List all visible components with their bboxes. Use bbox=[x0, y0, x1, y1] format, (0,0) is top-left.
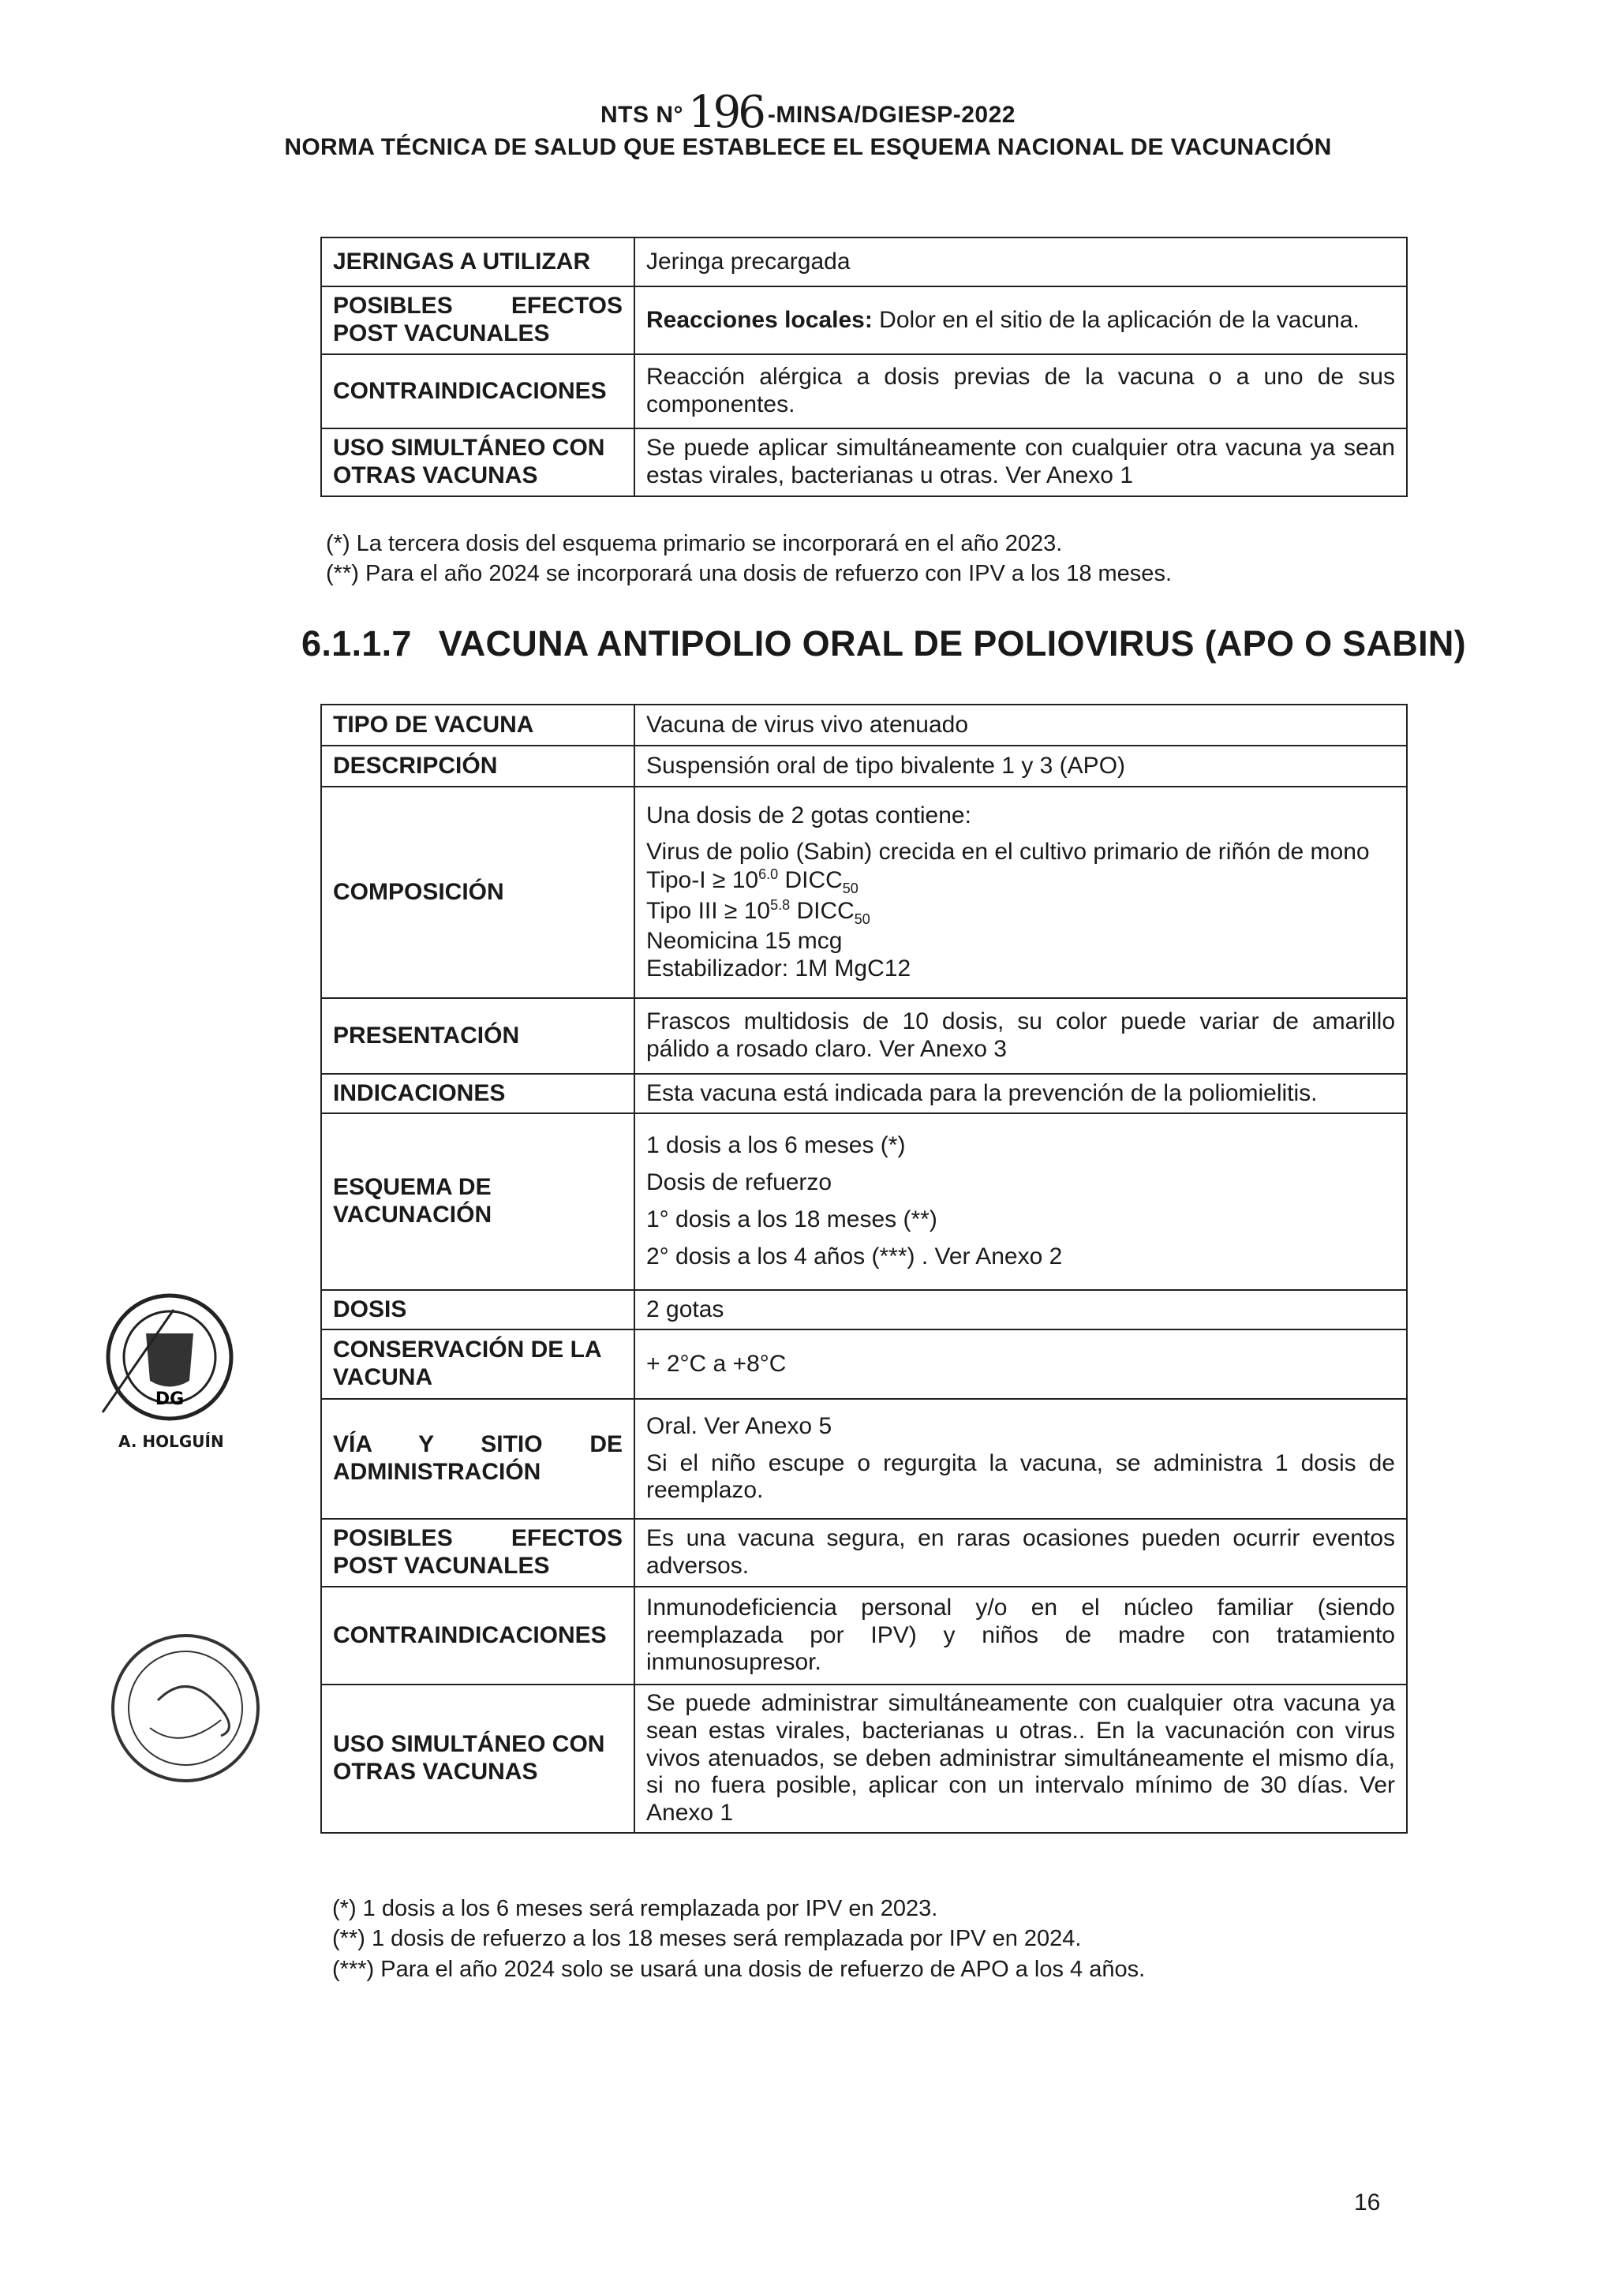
composition-intro: Una dosis de 2 gotas contiene: bbox=[646, 802, 971, 828]
row-value: Es una vacuna segura, en raras ocasiones pueden ocurrir eventos adversos. bbox=[634, 1519, 1407, 1587]
stamp-caption: A. HOLGUÍN bbox=[118, 1432, 224, 1451]
row-value: Vacuna de virus vivo atenuado bbox=[634, 705, 1407, 746]
table-row bbox=[321, 1113, 1407, 1290]
composition-line: Virus de polio (Sabin) crecida en el cultivo primario de riñón de mono bbox=[646, 839, 1370, 866]
section-title: VACUNA ANTIPOLIO ORAL DE POLIOVIRUS (APO O SABIN) bbox=[438, 623, 1466, 664]
via-line: Si el niño escupe o regurgita la vacuna, se administra 1 dosis de reemplazo. bbox=[646, 1449, 1395, 1504]
composition-estabilizador: Estabilizador: 1M MgC12 bbox=[646, 955, 911, 982]
row-label: CONTRAINDICACIONES bbox=[321, 354, 634, 428]
table-row bbox=[321, 237, 1407, 286]
row-value bbox=[634, 787, 1407, 998]
row-value: Reacción alérgica a dosis previas de la vacuna o a uno de sus componentes. bbox=[634, 354, 1407, 428]
schedule-item: 1° dosis a los 18 meses (**) bbox=[646, 1206, 937, 1232]
code-suffix: -MINSA/DGIESP-2022 bbox=[767, 102, 1016, 128]
footnote: (*) La tercera dosis del esquema primario se incorporará en el año 2023. bbox=[326, 531, 1063, 556]
row-label: VÍA Y SITIO DE ADMINISTRACIÓN bbox=[321, 1399, 634, 1519]
row-label: PRESENTACIÓN bbox=[321, 998, 634, 1074]
document-title: NORMA TÉCNICA DE SALUD QUE ESTABLECE EL ESQUEMA NACIONAL DE VACUNACIÓN bbox=[284, 134, 1332, 160]
row-label: DESCRIPCIÓN bbox=[321, 746, 634, 787]
table-row bbox=[321, 1290, 1407, 1329]
document-code bbox=[0, 87, 1616, 138]
schedule-item: 2° dosis a los 4 años (***) . Ver Anexo 2 bbox=[646, 1243, 1063, 1270]
table-row bbox=[321, 787, 1407, 998]
table-row bbox=[321, 1329, 1407, 1399]
row-label: JERINGAS A UTILIZAR bbox=[321, 237, 634, 286]
row-label: COMPOSICIÓN bbox=[321, 787, 634, 998]
row-label: USO SIMULTÁNEO CON OTRAS VACUNAS bbox=[321, 428, 634, 496]
row-value: + 2°C a +8°C bbox=[634, 1329, 1407, 1399]
composition-tipo-1: Tipo-I ≥ $10^{6.0}$ $DICC_{50}$ bbox=[646, 866, 858, 897]
row-value: Suspensión oral de tipo bivalente 1 y 3 (APO) bbox=[634, 746, 1407, 787]
row-label: ESQUEMA DE VACUNACIÓN bbox=[321, 1113, 634, 1290]
apo-vaccine-table bbox=[320, 704, 1408, 1834]
composition-tipo-3: Tipo III ≥ $10^{5.8}$ $DICC_{50}$ bbox=[646, 897, 870, 927]
code-prefix: NTS N° bbox=[600, 102, 683, 128]
table-row bbox=[321, 705, 1407, 746]
table-row bbox=[321, 428, 1407, 496]
handwritten-number: 196 bbox=[688, 87, 763, 138]
row-label: CONSERVACIÓN DE LA VACUNA bbox=[321, 1329, 634, 1399]
footnotes-1 bbox=[326, 529, 1172, 589]
row-label: TIPO DE VACUNA bbox=[321, 705, 634, 746]
value-text: Dolor en el sitio de la aplicación de la vacuna. bbox=[872, 306, 1360, 333]
table-row bbox=[321, 286, 1407, 354]
footnotes-2 bbox=[332, 1894, 1145, 1984]
table-row bbox=[321, 1587, 1407, 1685]
row-label: USO SIMULTÁNEO CON OTRAS VACUNAS bbox=[321, 1685, 634, 1833]
footnote: (**) Para el año 2024 se incorporará una dosis de refuerzo con IPV a los 18 meses. bbox=[326, 561, 1172, 587]
row-value: 2 gotas bbox=[634, 1290, 1407, 1329]
via-line: Oral. Ver Anexo 5 bbox=[646, 1412, 832, 1439]
row-value: Esta vacuna está indicada para la prevención de la poliomielitis. bbox=[634, 1074, 1407, 1113]
row-label: POSIBLES EFECTOS POST VACUNALES bbox=[321, 1519, 634, 1587]
table-row bbox=[321, 1685, 1407, 1833]
svg-text:DG: DG bbox=[155, 1389, 185, 1409]
row-value bbox=[634, 1113, 1407, 1290]
section-number: 6.1.1.7 bbox=[301, 623, 412, 664]
table-row bbox=[321, 998, 1407, 1074]
ministry-seal-icon bbox=[79, 1278, 260, 1448]
footnote: (**) 1 dosis de refuerzo a los 18 meses será remplazada por IPV en 2024. bbox=[332, 1926, 1082, 1952]
row-value: Inmunodeficiencia personal y/o en el núcleo familiar (siendo reemplazada por IPV) y niños de madre con tratamiento inmunosupresor. bbox=[634, 1587, 1407, 1685]
row-value: Se puede administrar simultáneamente con cualquier otra vacuna ya sean estas virales, bacterianas u otras.. En la vacunación con virus vivos atenuados, se deben administrar simultáneamente el mismo día, si no fuera posible, aplicar con un intervalo mínimo de 30 días. Ver Anexo 1 bbox=[634, 1685, 1407, 1833]
table-row bbox=[321, 1074, 1407, 1113]
row-value bbox=[634, 286, 1407, 354]
previous-vaccine-table bbox=[320, 237, 1408, 497]
composition-neomicina: Neomicina 15 mcg bbox=[646, 927, 843, 954]
footnote: (***) Para el año 2024 solo se usará una dosis de refuerzo de APO a los 4 años. bbox=[332, 1956, 1146, 1982]
row-label: INDICACIONES bbox=[321, 1074, 634, 1113]
row-label: POSIBLES EFECTOS POST VACUNALES bbox=[321, 286, 634, 354]
row-label: CONTRAINDICACIONES bbox=[321, 1587, 634, 1685]
row-value bbox=[634, 1399, 1407, 1519]
table-row bbox=[321, 746, 1407, 787]
row-label: DOSIS bbox=[321, 1290, 634, 1329]
table-row bbox=[321, 354, 1407, 428]
table-row bbox=[321, 1519, 1407, 1587]
signature-seal-icon bbox=[103, 1625, 268, 1795]
table-row bbox=[321, 1399, 1407, 1519]
bold-prefix: Reacciones locales: bbox=[646, 306, 873, 333]
section-heading bbox=[301, 623, 1466, 664]
row-value: Jeringa precargada bbox=[634, 237, 1407, 286]
schedule-item: Dosis de refuerzo bbox=[646, 1169, 832, 1196]
footnote: (*) 1 dosis a los 6 meses será remplazada por IPV en 2023. bbox=[332, 1896, 938, 1921]
row-value: Frascos multidosis de 10 dosis, su color puede variar de amarillo pálido a rosado claro. Ver Anexo 3 bbox=[634, 998, 1407, 1074]
schedule-item: 1 dosis a los 6 meses (*) bbox=[646, 1132, 906, 1159]
page-number: 16 bbox=[1354, 2189, 1381, 2216]
row-value: Se puede aplicar simultáneamente con cualquier otra vacuna ya sean estas virales, bacterianas u otras. Ver Anexo 1 bbox=[634, 428, 1407, 496]
